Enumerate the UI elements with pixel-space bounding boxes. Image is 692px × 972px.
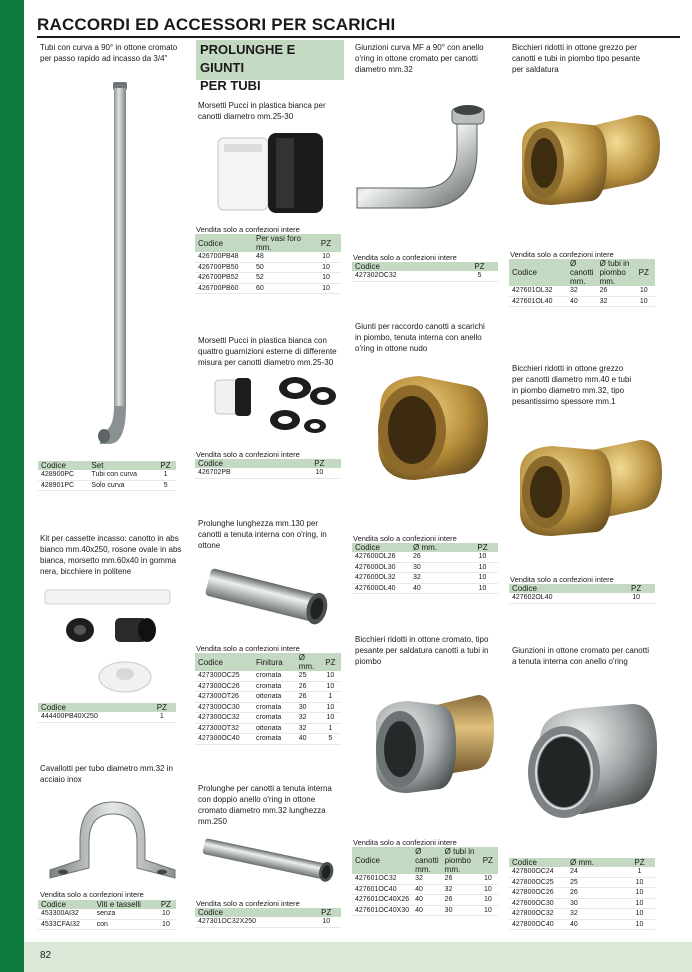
table-header-row: Codice Ø mm. PZ: [509, 858, 655, 867]
prolunghe-250-table: [195, 908, 341, 928]
morsetti-pucci-table: [195, 234, 341, 294]
cassette-kit-photo: [40, 582, 180, 694]
table-row: 428901PC Solo curva 5: [38, 480, 176, 491]
table-row: 426702PB 10: [195, 468, 341, 478]
white-clamp-photo: [210, 128, 335, 218]
table-row: 427300OT26 ottonata 26 1: [195, 692, 341, 703]
giunzioni-cromato-description: Giunzioni in ottone cromato per canotti a tenuta interna con anello o'ring: [512, 646, 649, 666]
heavy-brass-reducer-photo: [512, 430, 667, 545]
table-header-row: Codice Ø canotti mm. Ø tubi in piombo mm. PZ: [352, 847, 498, 874]
table-row: 453300AI32 senza 10: [38, 909, 176, 919]
bicchieri-grezzo-description: Bicchieri ridotti in ottone grezzo per canotti e tubi in piombo tipo pesante per saldatura: [512, 43, 641, 74]
cavallotti-table: [38, 900, 176, 930]
bicchieri-grezzo-vendita-note: Vendita solo a confezioni intere: [510, 250, 614, 259]
page-title: RACCORDI ED ACCESSORI PER SCARICHI: [37, 15, 396, 34]
table-header-row: Codice Viti e tasselli PZ: [38, 900, 176, 909]
table-row: 427600OL40 40 10: [352, 583, 498, 594]
table-row: 427300OC32 cromata 32 10: [195, 713, 341, 724]
table-header-row: Codice Set PZ: [38, 461, 176, 470]
table-row: 427600OL26 26 10: [352, 552, 498, 562]
table-row: 427300OC40 cromata 40 5: [195, 734, 341, 745]
left-color-band: [0, 0, 24, 972]
table-row: 428900PC Tubi con curva 1: [38, 470, 176, 480]
bicchieri-cromato-description: Bicchieri ridotti in ottone cromato, tipo pesante per saldatura canotti a tubi in piombo: [355, 635, 489, 666]
steel-clamp-photo: [45, 790, 180, 885]
morsetti-guarnizioni-table: [195, 459, 341, 479]
table-header-row: Codice PZ: [38, 703, 176, 712]
bicchieri-pesantissimo-vendita-note: Vendita solo a confezioni intere: [510, 575, 614, 584]
brass-joint-photo: [360, 368, 495, 488]
table-row: 427601OC40X30 40 30 10: [352, 905, 498, 916]
cavallotti-description: Cavallotti per tubo diametro mm.32 in acciaio inox: [40, 764, 173, 784]
bicchieri-cromato-vendita-note: Vendita solo a confezioni intere: [353, 838, 457, 847]
table-row: 427800OC25 25 10: [509, 877, 655, 888]
chrome-joint-photo: [512, 690, 667, 840]
table-header-row: Codice PZ: [195, 908, 341, 917]
table-row: 427800OC26 26 10: [509, 888, 655, 899]
footer-band: [24, 942, 692, 972]
chrome-extension-130-photo: [198, 558, 343, 638]
kit-cassette-table: [38, 703, 176, 723]
table-header-row: Codice PZ: [509, 584, 655, 593]
table-row: 427800OC24 24 1: [509, 867, 655, 877]
bicchieri-pesantissimo-description: Bicchieri ridotti in ottone grezzo per canotti diametro mm.40 e tubi in piombo diametro mm.32, tipo pesantissimo spessore mm.1: [512, 364, 632, 406]
chrome-brass-reducer-photo: [358, 685, 498, 803]
morsetti-pucci-description: Morsetti Pucci in plastica bianca per canotti diametro mm.25-30: [198, 101, 326, 121]
table-header-row: Codice Finitura Ø mm. PZ: [195, 653, 341, 671]
section-banner: [196, 40, 344, 93]
table-row: 427601OC40X26 40 26 10: [352, 895, 498, 906]
table-row: 427601OC40 40 32 10: [352, 884, 498, 895]
table-row: 427301OC32X250 10: [195, 917, 341, 927]
table-row: 427300OC25 cromata 25 10: [195, 671, 341, 681]
table-row: 427600OL32 32 10: [352, 573, 498, 584]
table-header-row: Codice Ø canotti mm. Ø tubi in piombo mm. PZ: [509, 259, 655, 286]
bicchieri-cromato-table: [352, 847, 498, 916]
table-header-row: Codice Per vasi foro mm. PZ: [195, 234, 341, 252]
table-row: 427600OL30 30 10: [352, 562, 498, 573]
table-row: 427800OC40 40 10: [509, 919, 655, 930]
giunti-raccordo-description: Giunti per raccordo canotti a scarichi in piombo, tenuta interna con anello o'ring in ottone nudo: [355, 322, 485, 353]
banner-line-2: PER TUBI: [200, 78, 261, 93]
table-row: 426700PB50 50 10: [195, 262, 341, 273]
kit-cassette-description: Kit per cassette incasso: canotto in abs bianco mm.40x250, rosone ovale in abs bianca, morsetto mm.60x40 in gomma nera, bicchiere in politene: [40, 534, 182, 576]
table-row: 427302OC32 5: [352, 271, 498, 281]
tubi-curva-description: Tubi con curva a 90° in ottone cromato per passo rapido ad incasso da 3/4": [40, 43, 178, 63]
brass-reducer-photo: [512, 105, 667, 215]
table-row: 426700PB52 52 10: [195, 273, 341, 284]
bicchieri-grezzo-table: [509, 259, 655, 307]
table-row: 427300OC26 cromata 26 10: [195, 681, 341, 692]
giunti-raccordo-vendita-note: Vendita solo a confezioni intere: [353, 534, 457, 543]
giunzioni-cromato-table: [509, 858, 655, 930]
page-number: 82: [40, 950, 52, 961]
table-row: 444400PB40X250 1: [38, 712, 176, 722]
table-row: 427300OC30 cromata 30 10: [195, 702, 341, 713]
prolunghe-250-vendita-note: Vendita solo a confezioni intere: [196, 899, 300, 908]
title-rule: [37, 36, 680, 38]
table-row: 427800OC32 32 10: [509, 909, 655, 920]
prolunghe-130-table: [195, 653, 341, 745]
tubi-curva-table: [38, 461, 176, 491]
cavallotti-vendita-note: Vendita solo a confezioni intere: [40, 890, 144, 899]
morsetti-guarnizioni-description: Morsetti Pucci in plastica bianca con quattro guarnizioni esterne di differente misura per canotti diametro mm.25-30: [198, 336, 337, 367]
giunzioni-curva-description: Giunzioni curva MF a 90° con anello o'ring in ottone cromato per canotti diametro mm.32: [355, 43, 484, 74]
table-row: 426700PB48 48 10: [195, 252, 341, 262]
morsetti-guarnizioni-vendita-note: Vendita solo a confezioni intere: [196, 450, 300, 459]
table-row: 427300OT32 ottonata 32 1: [195, 723, 341, 734]
chrome-bend-joint-photo: [352, 100, 497, 220]
gaskets-set-photo: [205, 370, 340, 440]
banner-line-1: PROLUNGHE E GIUNTI: [200, 42, 296, 75]
table-row: 4533CFAI32 con 10: [38, 919, 176, 930]
giunzioni-curva-vendita-note: Vendita solo a confezioni intere: [353, 253, 457, 262]
table-row: 427601OL40 40 32 10: [509, 296, 655, 307]
giunzioni-curva-table: [352, 262, 498, 282]
prolunghe-130-description: Prolunghe lunghezza mm.130 per canotti a tenuta interna con o'ring, in ottone: [198, 519, 327, 550]
giunti-raccordo-table: [352, 543, 498, 594]
table-header-row: Codice PZ: [352, 262, 498, 271]
table-row: 427800OC30 30 10: [509, 898, 655, 909]
chrome-extension-250-photo: [198, 830, 343, 895]
prolunghe-250-description: Prolunghe per canotti a tenuta interna con doppio anello o'ring in ottone cromato diametro mm.32 lunghezza mm.250: [198, 784, 332, 826]
table-header-row: Codice Ø mm. PZ: [352, 543, 498, 552]
bicchieri-pesantissimo-table: [509, 584, 655, 604]
prolunghe-130-vendita-note: Vendita solo a confezioni intere: [196, 644, 300, 653]
chrome-pipe-with-bend-photo: [95, 82, 145, 447]
table-row: 427602OL40 10: [509, 593, 655, 603]
table-header-row: Codice PZ: [195, 459, 341, 468]
table-row: 427601OL32 32 26 10: [509, 286, 655, 296]
table-row: 426700PB60 60 10: [195, 283, 341, 294]
table-row: 427601OC32 32 26 10: [352, 874, 498, 884]
morsetti-pucci-vendita-note: Vendita solo a confezioni intere: [196, 225, 300, 234]
